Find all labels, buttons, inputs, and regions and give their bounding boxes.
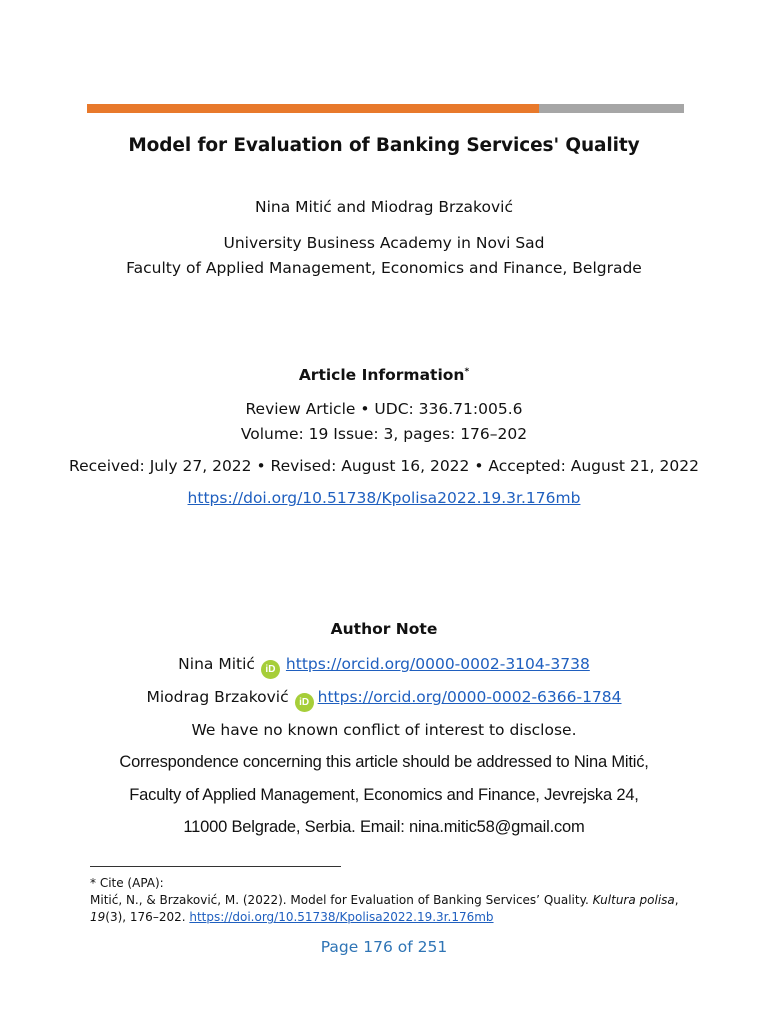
- citation-doi-link[interactable]: https://doi.org/10.51738/Kpolisa2022.19.3r.176mb: [189, 910, 494, 924]
- author-1-orcid-link[interactable]: https://orcid.org/0000-0002-3104-3738: [285, 655, 590, 673]
- author-1-name: Nina Mitić: [178, 655, 255, 673]
- footnote-citation-line-1: [90, 893, 679, 907]
- author-note-heading: Author Note: [330, 620, 438, 638]
- citation-journal: Kultura polisa: [592, 893, 675, 907]
- doi-link[interactable]: https://doi.org/10.51738/Kpolisa2022.19.3r.176mb: [187, 489, 581, 507]
- header-bar-gray: [539, 104, 684, 113]
- orcid-icon: iD: [295, 693, 314, 712]
- correspondence-line-3: 11000 Belgrade, Serbia. Email: nina.mitic58@gmail.com: [183, 818, 585, 836]
- article-type-udc: Review Article • UDC: 336.71:005.6: [245, 400, 523, 418]
- citation-volume: 19: [90, 910, 106, 924]
- header-bar-orange: [87, 104, 539, 113]
- correspondence-line-1: Correspondence concerning this article should be addressed to Nina Mitić,: [119, 753, 649, 771]
- footnote-marker: *: [464, 366, 470, 377]
- author-2-orcid-link[interactable]: https://orcid.org/0000-0002-6366-1784: [317, 688, 622, 706]
- article-title: Model for Evaluation of Banking Services' Quality: [128, 135, 640, 156]
- affiliation-1: University Business Academy in Novi Sad: [223, 234, 545, 252]
- footnote-label: * Cite (APA):: [90, 876, 164, 890]
- author-2-name: Miodrag Brzaković: [146, 688, 289, 706]
- authors: Nina Mitić and Miodrag Brzaković: [255, 198, 513, 216]
- author-2-orcid-row: [0, 688, 768, 712]
- page-number: Page 176 of 251: [320, 938, 448, 956]
- footnote-separator: [90, 866, 341, 867]
- citation-comma: ,: [674, 893, 679, 907]
- citation-text: Mitić, N., & Brzaković, M. (2022). Model for Evaluation of Banking Services’ Quality.: [90, 893, 593, 907]
- doi-row: [0, 489, 768, 507]
- article-info-heading-text: Article Information: [298, 366, 465, 384]
- orcid-icon: iD: [261, 660, 280, 679]
- article-info-heading: [0, 366, 768, 384]
- citation-issue-pages: (3), 176–202.: [105, 910, 190, 924]
- author-1-orcid-row: [0, 655, 768, 679]
- conflict-statement: We have no known conflict of interest to disclose.: [191, 721, 577, 739]
- volume-issue: Volume: 19 Issue: 3, pages: 176–202: [240, 425, 528, 443]
- correspondence-line-2: Faculty of Applied Management, Economics and Finance, Jevrejska 24,: [129, 786, 639, 804]
- article-dates: Received: July 27, 2022 • Revised: August 16, 2022 • Accepted: August 21, 2022: [69, 457, 699, 475]
- footnote-citation-line-2: [90, 910, 494, 924]
- affiliation-2: Faculty of Applied Management, Economics and Finance, Belgrade: [126, 259, 642, 277]
